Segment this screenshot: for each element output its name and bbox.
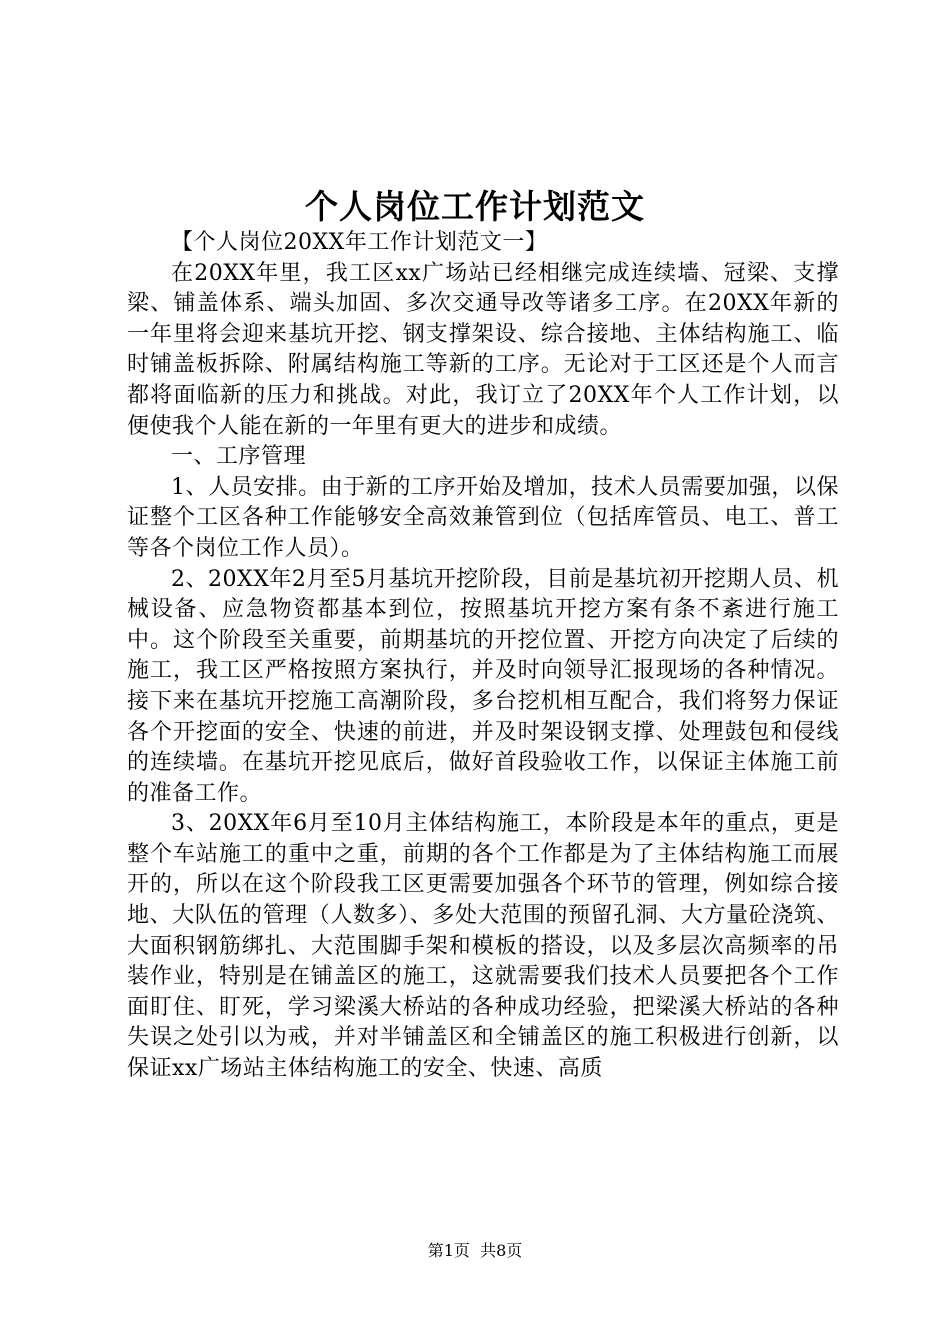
paragraph-intro: 在20XX年里，我工区xx广场站已经相继完成连续墙、冠梁、支撑梁、铺盖体系、端头加固、多次交通导改等诸多工序。在20XX年新的一年里将会迎来基坑开挖、钢支撑架设、综合接地、主体结构施工、临时铺盖板拆除、附属结构施工等新的工序。无论对于工区还是个人而言都将面临新的压力和挑战。对此，我订立了20XX年个人工作计划，以便使我个人能在新的一年里有更大的进步和成绩。 bbox=[127, 260, 839, 439]
document-title: 个人岗位工作计划范文 bbox=[305, 187, 645, 226]
paragraph-item-3: 3、20XX年6月至10月主体结构施工，本阶段是本年的重点，更是整个车站施工的重中之重，前期的各个工作都是为了主体结构施工而展开的，所以在这个阶段我工区更需要加强各个环节的管理，例如综合接地、大队伍的管理（人数多）、多处大范围的预留孔洞、大方量砼浇筑、大面积钢筋绑扎、大范围脚手架和模板的搭设，以及多层次高频率的吊装作业，特别是在铺盖区的施工，这就需要我们技术人员要把各个工作面盯住、盯死，学习梁溪大桥站的各种成功经验，把梁溪大桥站的各种失误之处引以为戒，并对半铺盖区和全铺盖区的施工积极进行创新，以保证xx广场站主体结构施工的安全、快速、高质 bbox=[127, 811, 839, 1082]
page-footer bbox=[0, 1240, 950, 1262]
page-number: 第1页 bbox=[427, 1241, 470, 1260]
paragraph-item-2: 2、20XX年2月至5月基坑开挖阶段，目前是基坑初开挖期人员、机械设备、应急物资都基本到位，按照基坑开挖方案有条不紊进行施工中。这个阶段至关重要，前期基坑的开挖位置、开挖方向决定了后续的施工，我工区严格按照方案执行，并及时向领导汇报现场的各种情况。接下来在基坑开挖施工高潮阶段，多台挖机相互配合，我们将努力保证各个开挖面的安全、快速的前进，并及时架设钢支撑、处理鼓包和侵线的连续墙。在基坑开挖见底后，做好首段验收工作，以保证主体施工前的准备工作。 bbox=[127, 566, 839, 806]
section-heading-2: 一、工序管理 bbox=[171, 444, 307, 470]
footer-spacer bbox=[470, 1241, 480, 1260]
document-body bbox=[127, 228, 839, 1085]
paragraph-item-1: 1、人员安排。由于新的工序开始及增加，技术人员需要加强，以保证整个工区各种工作能够安全高效兼管到位（包括库管员、电工、普工等各个岗位工作人员）。 bbox=[127, 474, 839, 561]
page-total: 共8页 bbox=[480, 1241, 523, 1260]
section-heading-1: 【个人岗位20XX年工作计划范文一】 bbox=[171, 230, 548, 255]
